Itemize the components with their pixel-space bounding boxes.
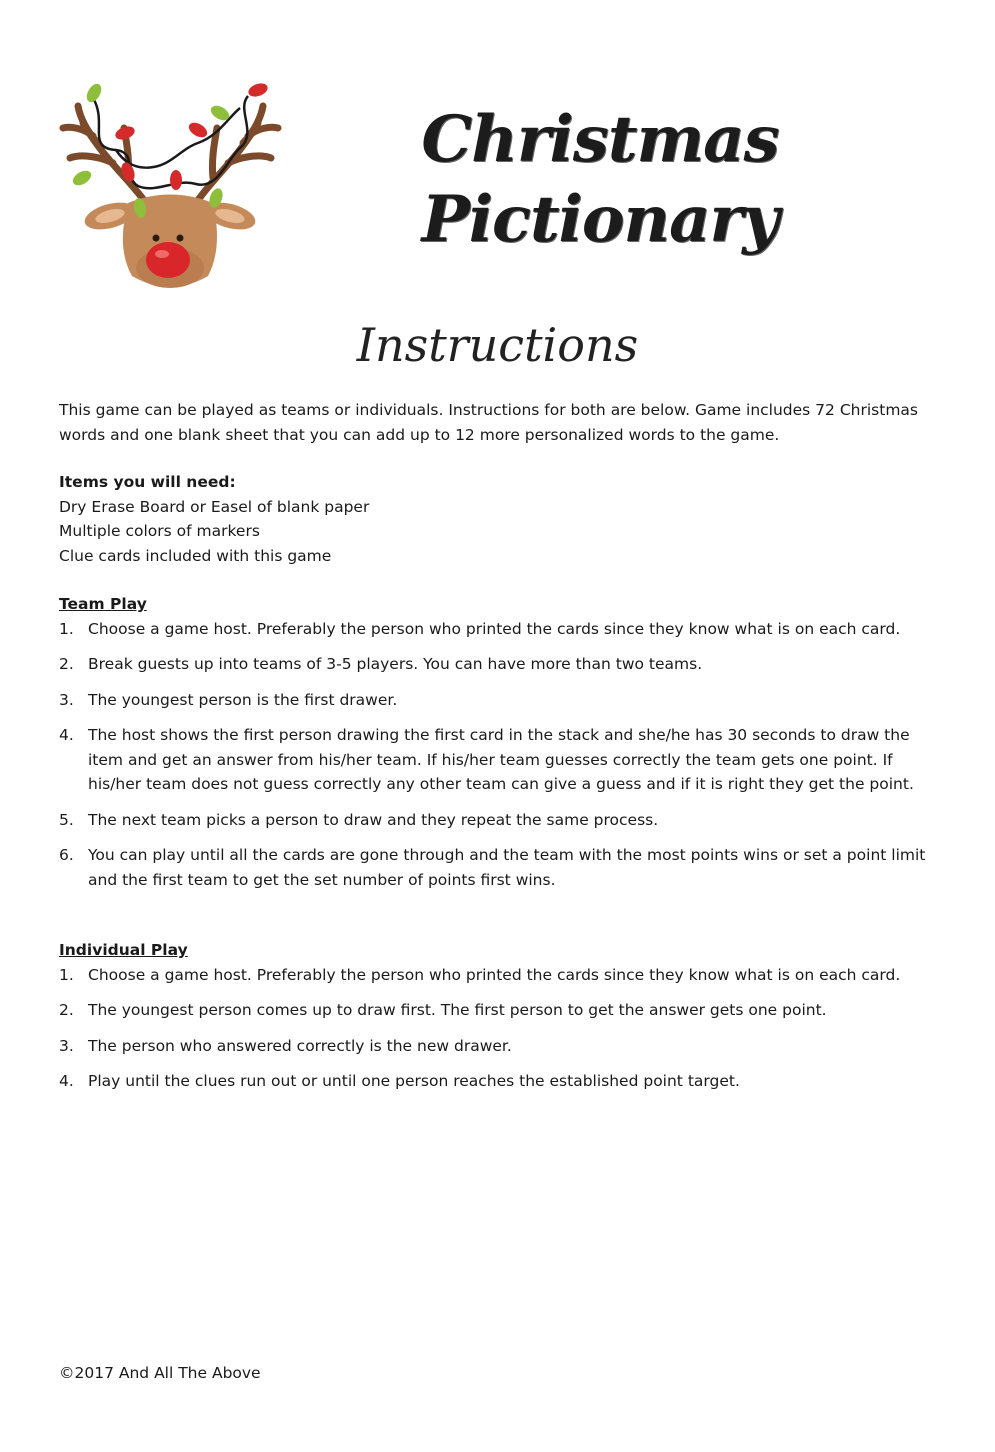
individual-play-section [59,938,929,1094]
items-heading: Items you will need: [59,473,236,491]
list-item: 2. The youngest person comes up to draw first. The first person to get the answer gets one point. [59,1001,827,1019]
list-item: 4. Play until the clues run out or until one person reaches the established point target. [59,1072,740,1090]
copyright-footer: ©2017 And All The Above [59,1364,261,1382]
item: Dry Erase Board or Easel of blank paper [59,497,370,516]
individual-play-heading: Individual Play [59,941,188,959]
team-play-heading: Team Play [59,595,147,613]
instructions-body [59,398,929,1105]
title-line-2: Pictionary [421,182,779,257]
red-nose [146,242,190,278]
team-play-steps [59,617,929,893]
title-line-1: Christmas [421,102,779,177]
team-play-section [59,592,929,892]
list-item: 2. Break guests up into teams of 3-5 players. You can have more than two teams. [59,655,703,673]
list-item: 3. The youngest person is the first drawer. [59,690,398,709]
list-item: 1. Choose a game host. Preferably the person who printed the cards since they know what is on each card. [59,619,901,638]
right-eye [177,235,184,242]
items-needed-section [59,470,929,568]
reindeer-with-christmas-lights-icon [58,78,283,298]
list-item: 5. The next team picks a person to draw and they repeat the same process. [59,810,659,829]
item: Multiple colors of markers [59,522,260,540]
left-eye [153,235,160,242]
list-item: 4. The host shows the first person drawing the first card in the stack and she/he has 30 seconds to draw the item and get an answer from his/her team. If his/her team guesses correctly the team gets one point. If his/her team does not guess correctly any other team can give a guess and if it is right they get the point. [59,726,914,793]
item: Clue cards included with this game [59,546,332,565]
individual-play-steps [59,963,929,1094]
list-item: 3. The person who answered correctly is the new drawer. [59,1036,512,1055]
instructions-heading: Instructions [356,318,639,372]
list-item: 6. You can play until all the cards are gone through and the team with the most points wins or set a point limit and the first team to get the set number of points first wins. [59,846,926,889]
document-title [400,100,800,260]
list-item: 1. Choose a game host. Preferably the person who printed the cards since they know what is on each card. [59,965,901,984]
intro-paragraph: This game can be played as teams or individuals. Instructions for both are below. Game includes 72 Christmas words and one blank sheet that you can add up to 12 more personalized words to the game. [59,401,918,444]
